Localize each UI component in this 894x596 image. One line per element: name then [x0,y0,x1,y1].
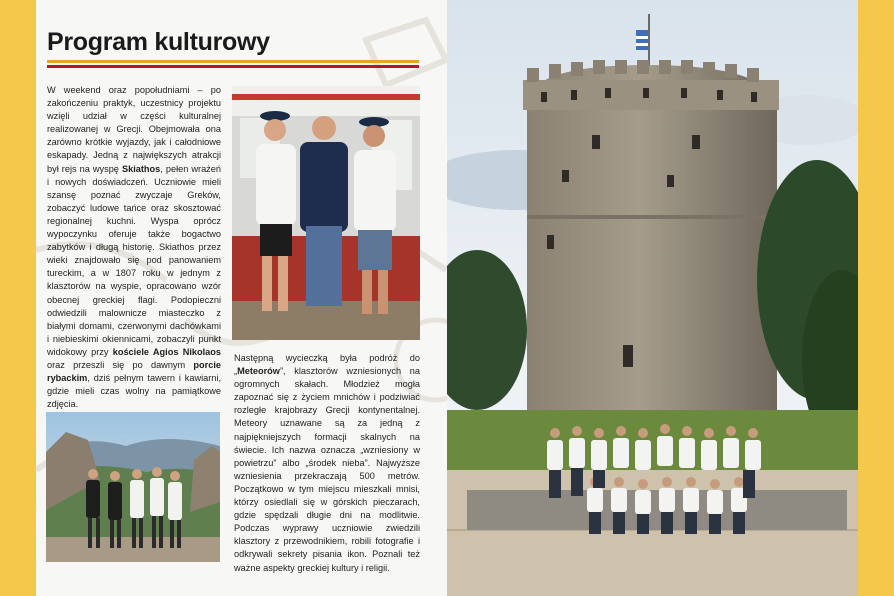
highlight-agios-nikolaos: kościele Agios Nikolaos [112,346,221,357]
text-run: W weekend oraz popołudniami – po zakończeniu praktyk, uczestnicy projektu wzięli udział w części kulturalnej realizowanej w Grecji. Obejmowała ona zarówno krótkie wyjazdy, jak i całodniowe eskapady. Jedną z największych atrakcji był rejs na wyspę [47,85,221,174]
photo-boat-students [232,86,420,340]
text-run: , dziś pełnym tawern i kawiarni, gdzie mieli czas wolny na pamiątkowe zdjęcia. [47,373,221,410]
highlight-skiathos: Skiathos [121,163,161,174]
article-paragraph-meteora [234,352,420,575]
photo-white-tower-group [447,0,858,596]
highlight-meteora: Meteorów [237,366,280,377]
photo-meteora-group [46,412,220,562]
highlight-fishing-port: porcie rybackim [47,359,221,384]
text-run: Następną wycieczką była podróż do „ [234,353,420,377]
text-run: ”, klasztorów wzniesionych na ogromnych skałach. Młodzież mogła zapoznać się z życiem mnichów i podziwiać rozległe krajobrazy Grecji kontynentalnej. Meteory uznawane są za jedną z najpiękniejszych formacji skalnych na świecie. Ich nazwa oznacza „wzniesiony w powietrzu” albo „środek nieba”. Najwyższe wzniesienia przekraczają 500 metrów. Początkowo w tym miejscu mieszkali mnisi, którzy osiedlali się w górskich pieczarach, gdzie spędzali długie dni na modlitwie. Podczas wyprawy uczniowie zwiedzili klasztory z przewodnikiem, robili fotografie i odkrywali sekrety pisania ikon. Poznali też ważne aspekty greckiej kultury i religii. [234,366,420,573]
text-run: , pełen wrażeń i nowych doświadczeń. Uczniowie mieli szansę poznać zwyczaje Greków, zobaczyć ludowe tańce oraz skosztować regionalnej kuchni. Wyspa oprócz wypoczynku oferuje także bogactwo zabytków i długą historię. Skiathos przez wieki znajdowało się pod panowaniem tureckim, a w 1807 roku w jednym z klasztorów na wyspie, opracowano wzór obecnej greckiej flagi. Podopieczni odwiedzili malownicze miasteczko z białymi domami, czerwonymi dachówkami i niebieskimi okiennicami, zobaczyli punkt widokowy przy [47,163,221,357]
title-rule-red [47,65,419,68]
left-page [36,0,447,596]
text-run: oraz przeszli się po dawnym [47,359,194,370]
section-title: Program kulturowy [47,28,270,56]
article-paragraph-skiathos [47,84,221,411]
title-rule-gold [47,60,419,63]
